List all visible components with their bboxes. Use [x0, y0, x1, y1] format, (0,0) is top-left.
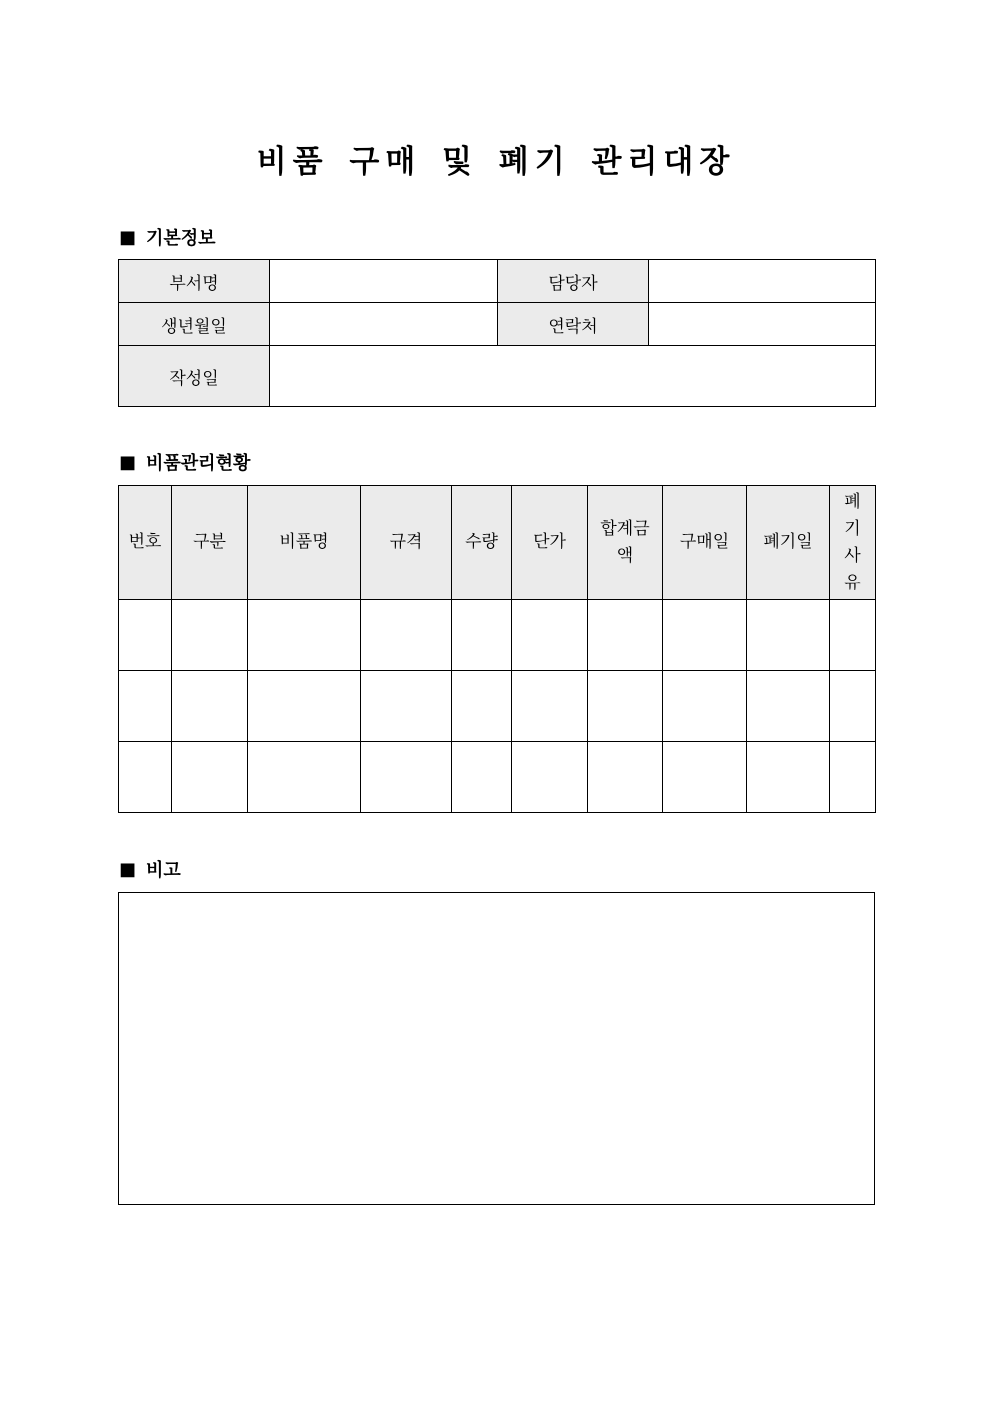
table-cell[interactable]: [830, 600, 876, 671]
table-cell[interactable]: [452, 600, 512, 671]
table-row: [119, 671, 876, 742]
column-header-category: 구분: [172, 486, 248, 600]
table-cell[interactable]: [361, 600, 452, 671]
table-cell[interactable]: [119, 742, 172, 813]
column-header-number: 번호: [119, 486, 172, 600]
birthdate-label: 생년월일: [119, 303, 270, 346]
table-cell[interactable]: [452, 671, 512, 742]
section-label: 비고: [146, 860, 181, 881]
table-row: [119, 742, 876, 813]
table-cell[interactable]: [248, 600, 361, 671]
table-cell[interactable]: [588, 742, 663, 813]
basic-info-table: [118, 259, 876, 407]
table-row: [119, 303, 876, 346]
section-label: 비품관리현황: [146, 453, 251, 474]
section-label: 기본정보: [146, 228, 216, 249]
table-cell[interactable]: [663, 600, 747, 671]
square-bullet-icon: ■: [119, 451, 137, 473]
department-field[interactable]: [270, 260, 498, 303]
column-header-item-name: 비품명: [248, 486, 361, 600]
birthdate-field[interactable]: [270, 303, 498, 346]
table-row: [119, 600, 876, 671]
table-row: [119, 260, 876, 303]
table-cell[interactable]: [830, 671, 876, 742]
column-header-spec: 규격: [361, 486, 452, 600]
table-cell[interactable]: [588, 600, 663, 671]
table-cell[interactable]: [248, 671, 361, 742]
table-cell[interactable]: [512, 671, 588, 742]
written-date-field[interactable]: [270, 346, 876, 407]
inventory-table: [118, 485, 876, 813]
table-cell[interactable]: [747, 671, 830, 742]
column-header-purchase-date: 구매일: [663, 486, 747, 600]
table-cell[interactable]: [452, 742, 512, 813]
column-header-total-amount: 합계금액: [588, 486, 663, 600]
table-row: [119, 346, 876, 407]
column-header-disposal-date: 폐기일: [747, 486, 830, 600]
table-cell[interactable]: [119, 600, 172, 671]
section-heading-inventory-status: [119, 449, 250, 475]
remarks-field[interactable]: [118, 892, 875, 1205]
table-cell[interactable]: [747, 600, 830, 671]
column-header-unit-price: 단가: [512, 486, 588, 600]
manager-label: 담당자: [498, 260, 649, 303]
contact-field[interactable]: [649, 303, 876, 346]
section-heading-basic-info: [119, 224, 216, 250]
manager-field[interactable]: [649, 260, 876, 303]
table-cell[interactable]: [172, 600, 248, 671]
table-cell[interactable]: [361, 742, 452, 813]
square-bullet-icon: ■: [119, 226, 137, 248]
table-cell[interactable]: [172, 671, 248, 742]
written-date-label: 작성일: [119, 346, 270, 407]
table-cell[interactable]: [512, 742, 588, 813]
table-cell[interactable]: [830, 742, 876, 813]
section-heading-remarks: [119, 856, 181, 882]
table-cell[interactable]: [361, 671, 452, 742]
table-header-row: [119, 486, 876, 600]
table-cell[interactable]: [588, 671, 663, 742]
table-cell[interactable]: [663, 671, 747, 742]
square-bullet-icon: ■: [119, 858, 137, 880]
table-cell[interactable]: [747, 742, 830, 813]
table-cell[interactable]: [512, 600, 588, 671]
table-cell[interactable]: [172, 742, 248, 813]
table-cell[interactable]: [119, 671, 172, 742]
table-cell[interactable]: [248, 742, 361, 813]
contact-label: 연락처: [498, 303, 649, 346]
column-header-quantity: 수량: [452, 486, 512, 600]
page-title: 비품 구매 및 폐기 관리대장: [256, 144, 736, 180]
column-header-disposal-reason: 폐기사유: [830, 486, 876, 600]
department-label: 부서명: [119, 260, 270, 303]
table-cell[interactable]: [663, 742, 747, 813]
